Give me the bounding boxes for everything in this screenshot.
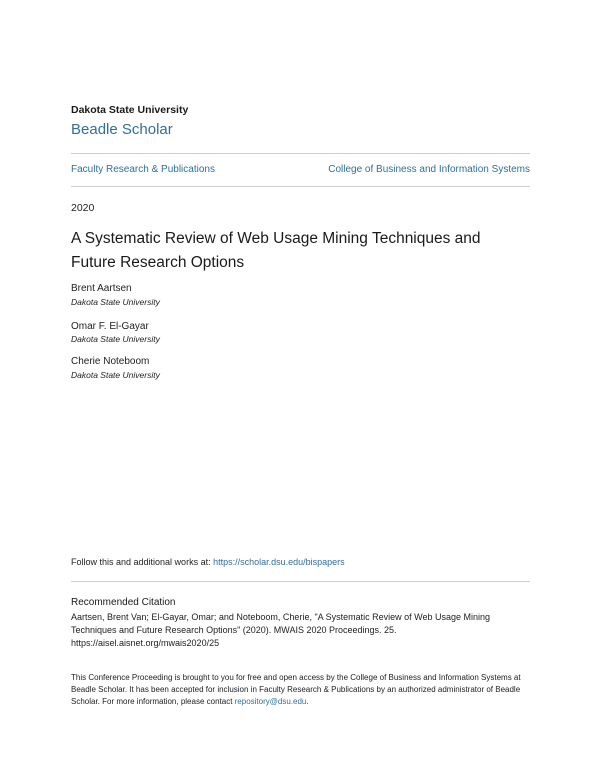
author-affiliation: Dakota State University <box>71 334 160 344</box>
repository-link[interactable]: Beadle Scholar <box>71 121 173 138</box>
divider <box>71 153 530 154</box>
author-affiliation: Dakota State University <box>71 297 160 307</box>
divider <box>71 186 530 187</box>
author-name: Omar F. El-Gayar <box>71 321 149 332</box>
institution-name: Dakota State University <box>71 104 189 116</box>
recommended-citation-text: Aartsen, Brent Van; El-Gayar, Omar; and Noteboom, Cherie, "A Systematic Review of Web Usage Mining Techniques and Future Research Options" (2020). MWAIS 2020 Proceedings. 25. https://aisel.aisnet.org/mwais2020/25 <box>71 612 491 648</box>
publication-year: 2020 <box>71 202 95 214</box>
follow-line <box>71 557 345 567</box>
collection-link-faculty-research[interactable]: Faculty Research & Publications <box>71 164 215 175</box>
recommended-citation-heading: Recommended Citation <box>71 597 176 608</box>
collection-link-college[interactable]: College of Business and Information Systems <box>328 164 530 175</box>
notice-text: This Conference Proceeding is brought to you for free and open access by the College of Business and Information Systems at Beadle Scholar. It has been accepted for inclusion in Faculty Research & Publications by an authorized administrator of Beadle Scholar. For more information, please contact <box>71 673 521 706</box>
follow-text: Follow this and additional works at: <box>71 557 214 567</box>
author-name: Brent Aartsen <box>71 283 132 294</box>
author-affiliation: Dakota State University <box>71 370 160 380</box>
divider <box>71 581 530 582</box>
notice-end: . <box>306 697 309 706</box>
author-name: Cherie Noteboom <box>71 356 150 367</box>
bispapers-link[interactable]: https://scholar.dsu.edu/bispapers <box>213 557 345 567</box>
contact-email-link[interactable]: repository@dsu.edu <box>234 697 307 706</box>
paper-title: A Systematic Review of Web Usage Mining Techniques and Future Research Options <box>71 230 481 271</box>
access-notice <box>71 672 533 708</box>
